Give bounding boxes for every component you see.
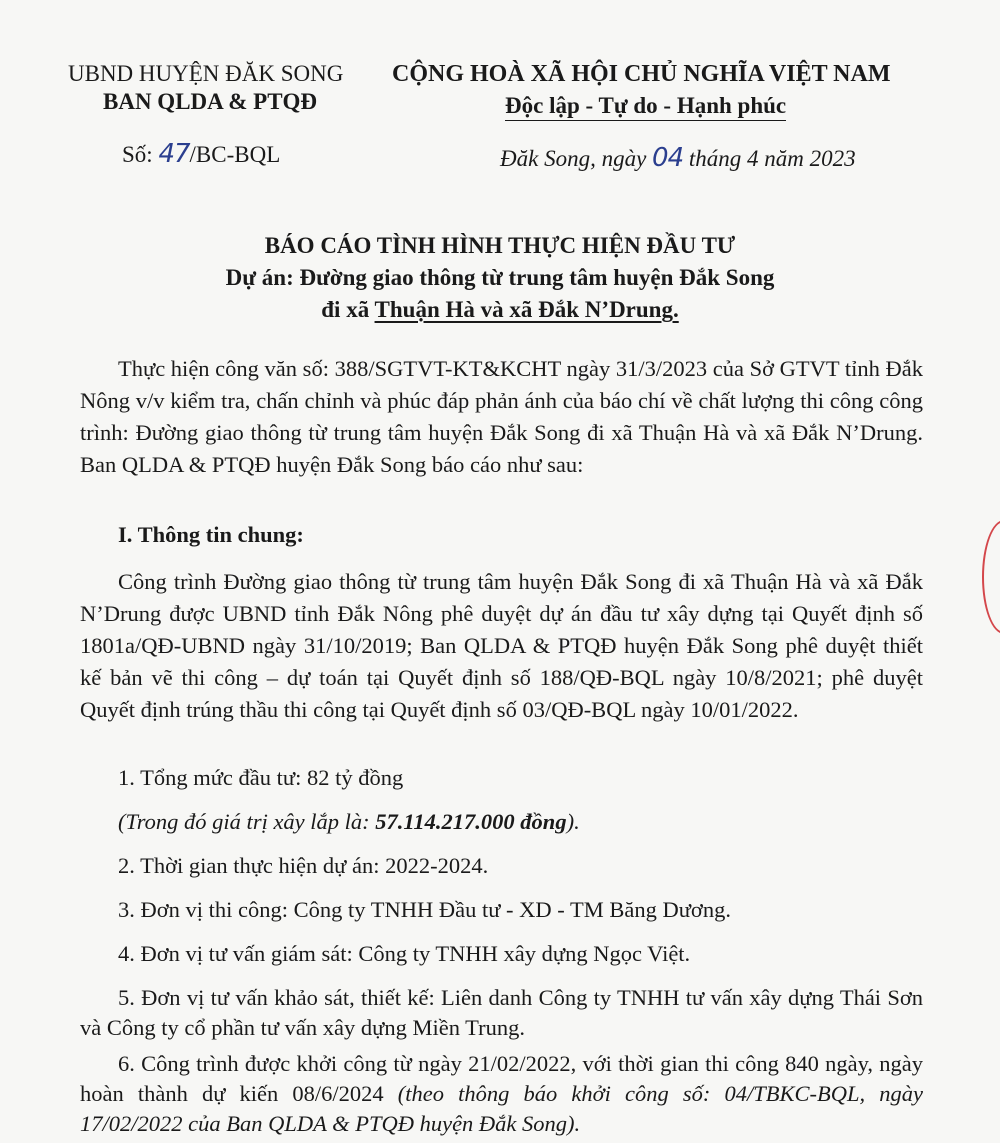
national-title: CỘNG HOÀ XÃ HỘI CHỦ NGHĨA VIỆT NAM	[392, 61, 891, 87]
stamp-edge	[982, 520, 1000, 634]
item-total-investment: 1. Tổng mức đầu tư: 82 tỷ đồng	[118, 765, 404, 790]
general-info-paragraph: Công trình Đường giao thông từ trung tâm huyện Đắk Song đi xã Thuận Hà và xã Đắk N’Drung được UBND tỉnh Đắk Nông phê duyệt dự án đầu tư xây dựng tại Quyết định số 1801a/QĐ-UBND ngày 31/10/2019; Ban QLDA & PTQĐ huyện Đắk Song phê duyệt thiết kế bản vẽ thi công – dự toán tại Quyết định số 188/QĐ-BQL ngày 10/8/2021; phê duyệt Quyết định trúng thầu thi công tại Quyết định số 03/QĐ-BQL ngày 10/01/2022.	[80, 569, 923, 722]
section-heading: I. Thông tin chung:	[118, 522, 304, 547]
agency-name: UBND HUYỆN ĐĂK SONG	[68, 61, 344, 86]
item-supervisor: 4. Đơn vị tư vấn giám sát: Công ty TNHH xây dựng Ngọc Việt.	[118, 941, 691, 966]
handwritten-number: 47	[158, 139, 190, 169]
board-name: BAN QLDA & PTQĐ	[103, 89, 318, 114]
report-title: BÁO CÁO TÌNH HÌNH THỰC HIỆN ĐẦU TƯ	[264, 233, 736, 258]
national-motto: Độc lập - Tự do - Hạnh phúc	[505, 92, 786, 120]
project-title-cont: đi xã Thuận Hà và xã Đắk N’Drung.	[321, 297, 679, 322]
handwritten-day: 04	[652, 143, 684, 173]
item-duration: 2. Thời gian thực hiện dự án: 2022-2024.	[118, 853, 489, 878]
document-date: Đăk Song, ngày 04 tháng 4 năm 2023	[500, 143, 856, 173]
item-construction-value: (Trong đó giá trị xây lắp là: 57.114.217.000 đồng).	[118, 809, 580, 834]
intro-paragraph: Thực hiện công văn số: 388/SGTVT-KT&KCHT ngày 31/3/2023 của Sở GTVT tỉnh Đắk Nông v/v kiểm tra, chấn chỉnh và phúc đáp phản ánh của báo chí về chất lượng thi công công trình: Đường giao thông từ trung tâm huyện Đắk Song đi xã Thuận Hà và xã Đắk N’Drung. Ban QLDA & PTQĐ huyện Đắk Song báo cáo như sau:	[80, 356, 923, 477]
project-title: Dự án: Đường giao thông từ trung tâm huyện Đắk Song	[225, 265, 775, 290]
item-contractor: 3. Đơn vị thi công: Công ty TNHH Đầu tư - XD - TM Băng Dương.	[118, 897, 731, 922]
item-designer: 5. Đơn vị tư vấn khảo sát, thiết kế: Liên danh Công ty TNHH tư vấn xây dựng Thái Sơn và Công ty cổ phần tư vấn xây dựng Miền Trung.	[80, 985, 923, 1040]
document-number: Số: 47/BC-BQL	[122, 139, 281, 169]
item-schedule: 6. Công trình được khởi công từ ngày 21/02/2022, với thời gian thi công 840 ngày, ngày hoàn thành dự kiến 08/6/2024 (theo thông báo khởi công số: 04/TBKC-BQL, ngày 17/02/2022 của Ban QLDA & PTQĐ huyện Đắk Song).	[80, 1051, 923, 1136]
